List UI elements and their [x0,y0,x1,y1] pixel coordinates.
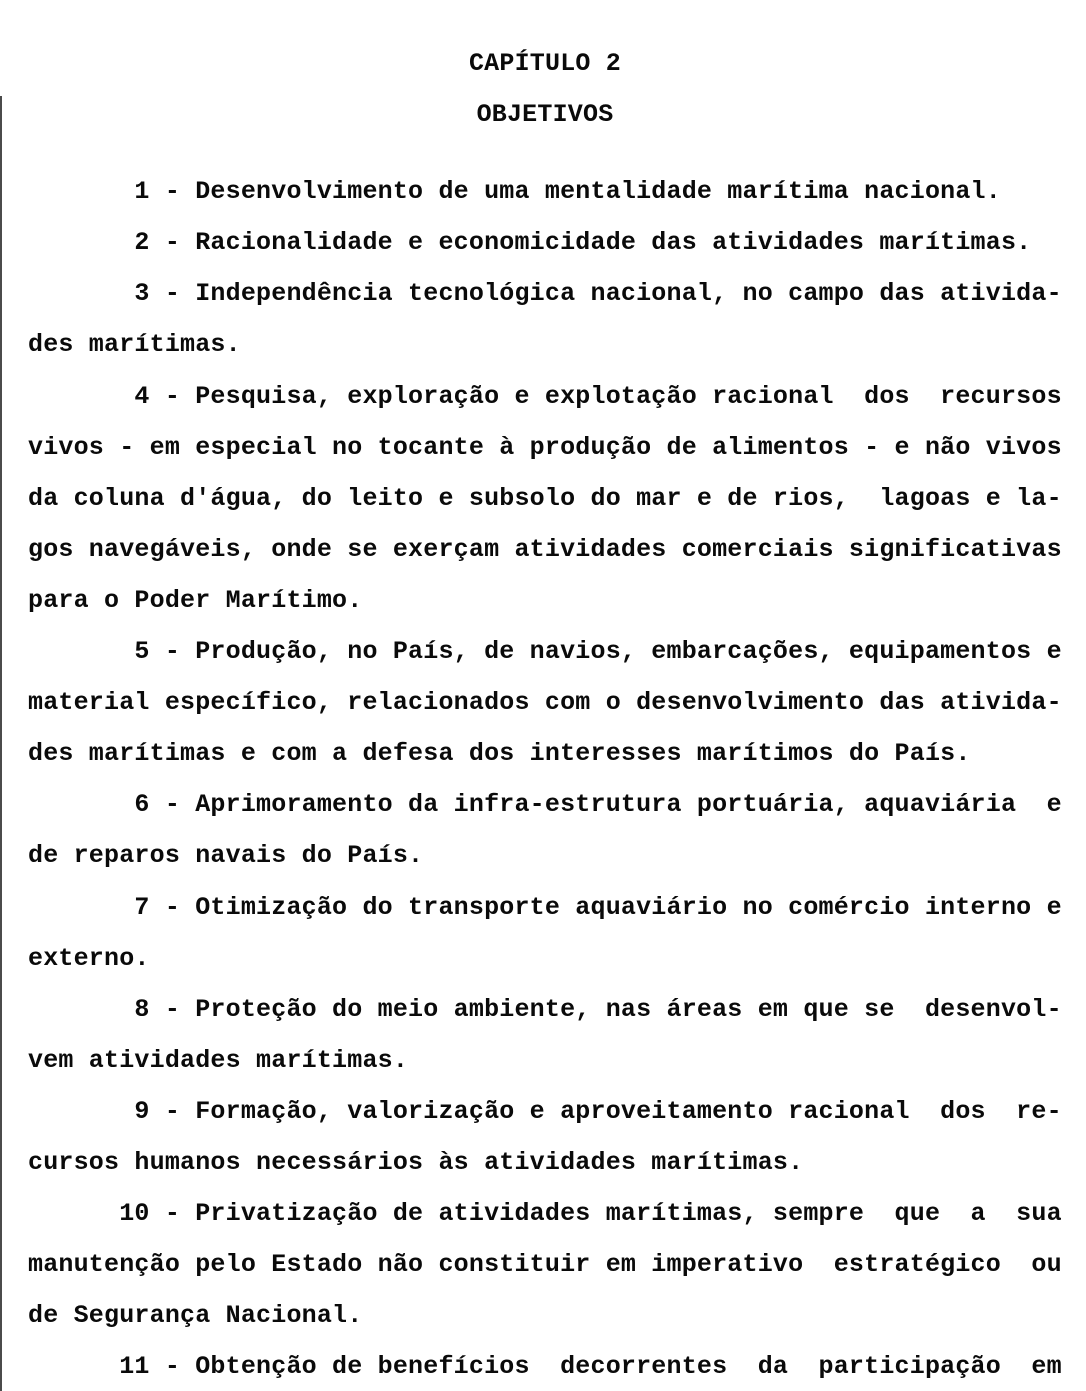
text-line: cursos humanos necessários às atividades marítimas. [28,1147,804,1177]
section-heading: OBJETIVOS [476,100,614,130]
text-line: des marítimas e com a defesa dos interesses marítimos do País. [28,739,971,769]
text-line: para o Poder Marítimo. [28,585,363,615]
text-line: vem atividades marítimas. [28,1045,409,1075]
text-line: manutenção pelo Estado não constituir em imperativo estratégico ou [28,1250,1062,1280]
text-line: 10 - Privatização de atividades marítimas, sempre que a sua [28,1199,1062,1229]
scan-edge-artifact [0,96,2,1391]
text-line: 7 - Otimização do transporte aquaviário no comércio interno e [28,892,1062,922]
text-line: 3 - Independência tecnológica nacional, no campo das ativida- [28,279,1062,309]
text-line: 4 - Pesquisa, exploração e explotação racional dos recursos [28,381,1062,411]
text-line: 5 - Produção, no País, de navios, embarcações, equipamentos e [28,637,1062,667]
text-line: 9 - Formação, valorização e aproveitamento racional dos re- [28,1096,1062,1126]
text-line: 11 - Obtenção de benefícios decorrentes da participação em [28,1352,1062,1382]
text-line: gos navegáveis, onde se exerçam atividades comerciais significativas [28,534,1062,564]
text-line: da coluna d'água, do leito e subsolo do mar e de rios, lagoas e la- [28,483,1062,513]
chapter-heading: CAPÍTULO 2 [468,49,622,78]
text-line: vivos - em especial no tocante à produção de alimentos - e não vivos [28,432,1062,462]
text-line: 2 - Racionalidade e economicidade das atividades marítimas. [28,228,1032,258]
text-line: des marítimas. [28,330,241,360]
text-line: 6 - Aprimoramento da infra-estrutura portuária, aquaviária e [28,790,1062,820]
text-line: 8 - Proteção do meio ambiente, nas áreas em que se desenvol- [28,994,1062,1024]
text-line: de Segurança Nacional. [28,1301,363,1331]
text-line: externo. [28,943,150,973]
heading-gap [0,140,1086,166]
text-line: material específico, relacionados com o desenvolvimento das ativida- [28,688,1062,718]
text-line: 1 - Desenvolvimento de uma mentalidade marítima nacional. [28,177,1001,207]
text-line: de reparos navais do País. [28,841,424,871]
